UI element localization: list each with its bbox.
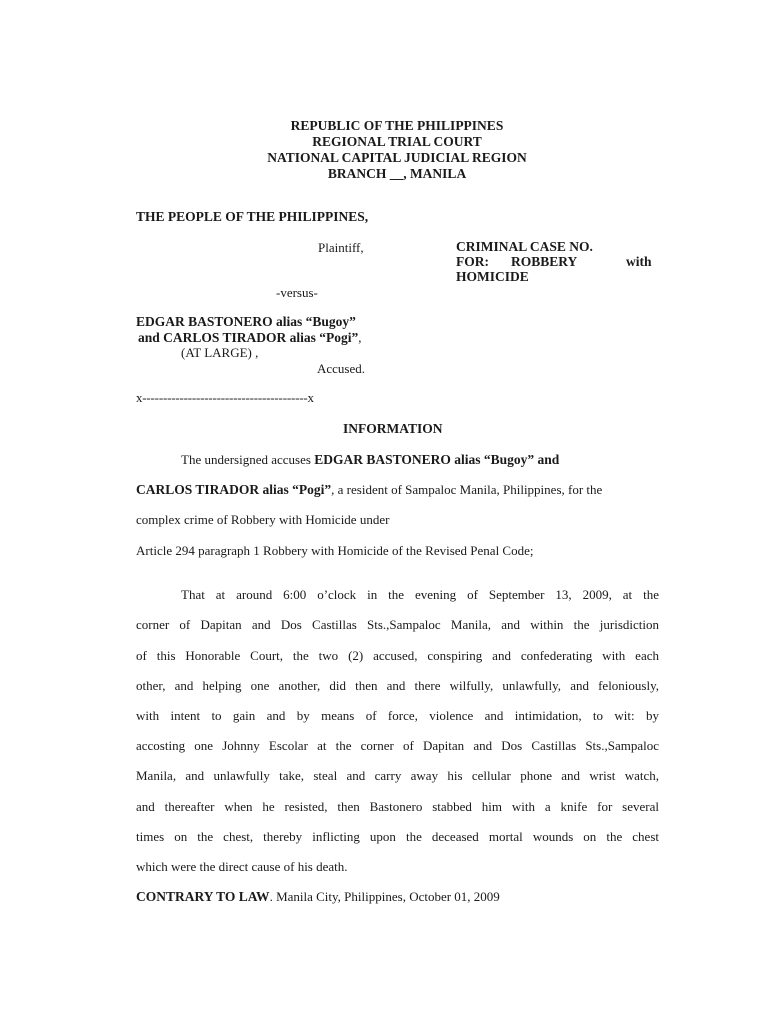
body-line: of this Honorable Court, the two (2) accused, conspiring and confederating with each — [136, 648, 659, 663]
body-line: corner of Dapitan and Dos Castillas Sts.,Sampaloc Manila, and within the jurisdiction — [136, 617, 659, 632]
at-large-label: (AT LARGE) , — [181, 345, 259, 360]
intro-lead: The undersigned accuses — [181, 452, 315, 467]
closing-line — [136, 889, 500, 904]
accused-line2 — [138, 330, 362, 345]
accused-label: Accused. — [317, 361, 366, 376]
body-line: and thereafter when he resisted, then Bastonero stabbed him with a knife for several — [136, 799, 659, 814]
intro-line3: complex crime of Robbery with Homicide under — [136, 512, 390, 527]
intro-line4: Article 294 paragraph 1 Robbery with Homicide of the Revised Penal Code; — [136, 543, 534, 558]
body-line: with intent to gain and by means of force, violence and intimidation, to wit: by — [136, 708, 659, 723]
closing-place-date: . Manila City, Philippines, October 01, 2009 — [269, 889, 500, 904]
intro-line2 — [136, 482, 602, 497]
for-offense-word2: with — [626, 254, 652, 269]
intro-names1: EDGAR BASTONERO alias “Bugoy” and — [314, 452, 560, 467]
plaintiff-name: THE PEOPLE OF THE PHILIPPINES, — [136, 209, 369, 224]
header-court: REGIONAL TRIAL COURT — [312, 134, 482, 149]
accused-line1: EDGAR BASTONERO alias “Bugoy” — [136, 314, 356, 329]
header-republic: REPUBLIC OF THE PHILIPPINES — [290, 118, 504, 133]
body-line: That at around 6:00 o’clock in the evening of September 13, 2009, at the — [181, 587, 659, 602]
contrary-to-law: CONTRARY TO LAW — [136, 889, 270, 904]
for-label: FOR: — [456, 254, 489, 269]
for-offense-line2: HOMICIDE — [456, 269, 529, 284]
document-title: INFORMATION — [343, 421, 443, 436]
body-line: other, and helping one another, did then and there wilfully, unlawfully, and feloniously, — [136, 678, 659, 693]
case-number-label: CRIMINAL CASE NO. — [456, 239, 593, 254]
body-line-last: which were the direct cause of his death. — [136, 859, 348, 874]
body-line: accosting one Johnny Escolar at the corner of Dapitan and Dos Castillas Sts.,Sampaloc — [136, 738, 659, 753]
plaintiff-label: Plaintiff, — [318, 240, 364, 255]
header-region: NATIONAL CAPITAL JUDICIAL REGION — [267, 150, 527, 165]
header-branch: BRANCH __, MANILA — [327, 166, 467, 181]
caption-separator: x----------------------------------------x — [136, 390, 314, 405]
versus-label: -versus- — [276, 285, 318, 300]
intro-names2: CARLOS TIRADOR alias “Pogi” — [136, 482, 332, 497]
body-line: times on the chest, thereby inflicting upon the deceased mortal wounds on the chest — [136, 829, 659, 844]
court-header — [136, 118, 658, 182]
body-line: Manila, and unlawfully take, steal and carry away his cellular phone and wrist watch, — [136, 768, 659, 783]
accused-line2-comma: , — [358, 330, 362, 345]
intro-rest2: , a resident of Sampaloc Manila, Philippines, for the — [331, 482, 603, 497]
for-offense-word1: ROBBERY — [511, 254, 578, 269]
accused-line2-names: and CARLOS TIRADOR alias “Pogi” — [138, 330, 359, 345]
intro-line1 — [181, 452, 559, 467]
